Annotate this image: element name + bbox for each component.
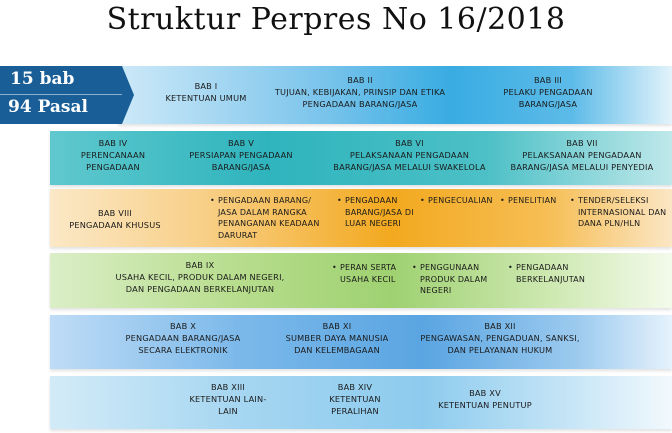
bab-7-title: PELAKSANAAN PENGADAAN BARANG/JASA MELALUI PENYEDIA xyxy=(510,150,654,172)
bab-9-item: • PENGADAAN BERKELANJUTAN xyxy=(516,262,585,285)
bab-10-title: PENGADAAN BARANG/JASA SECARA ELEKTRONIK xyxy=(125,333,241,355)
bab-2-head: BAB II xyxy=(347,75,373,85)
bab-4 xyxy=(58,137,168,173)
bab-9-item: • PERAN SERTA USAHA KECIL xyxy=(340,262,396,285)
bab-5-head: BAB V xyxy=(227,138,255,148)
bab-15 xyxy=(425,387,545,411)
bab-15-title: KETENTUAN PENUTUP xyxy=(438,400,532,410)
bab-11-head: BAB XI xyxy=(322,321,352,331)
bab-3-head: BAB III xyxy=(533,75,563,85)
badge-divider xyxy=(0,94,122,95)
bab-13 xyxy=(178,381,278,417)
bab-15-head: BAB XV xyxy=(469,388,501,398)
bab-9 xyxy=(110,259,290,295)
bab-8-item: • TENDER/SELEKSI INTERNASIONAL DAN DANA PLN/HLN xyxy=(578,195,666,230)
bab-7 xyxy=(500,137,664,173)
bab-5-title: PERSIAPAN PENGADAAN BARANG/JASA xyxy=(189,150,293,172)
bab-1-head: BAB I xyxy=(194,81,218,91)
bab-6-title: PELAKSANAAN PENGADAAN BARANG/JASA MELALUI SWAKELOLA xyxy=(333,150,486,172)
bab-8-item: • PENGECUALIAN xyxy=(428,195,493,207)
bab-12-title: PENGAWASAN, PENGADUAN, SANKSI, DAN PELAYANAN HUKUM xyxy=(420,333,580,355)
bab-8-item: • PENGADAAN BARANG/ JASA DALAM RANGKA PENANGANAN KEADAAN DARURAT xyxy=(218,195,320,241)
bab-2 xyxy=(255,74,465,110)
bab-4-title: PERENCANAAN PENGADAAN xyxy=(80,150,146,172)
badge-arrow xyxy=(122,66,134,124)
bab-1 xyxy=(146,80,266,104)
page-title: Struktur Perpres No 16/2018 xyxy=(106,2,566,37)
bab-12 xyxy=(412,320,588,356)
bab-13-head: BAB XIII xyxy=(211,382,245,392)
summary-badge xyxy=(0,66,122,124)
bab-5 xyxy=(176,137,306,173)
badge-pasal-count: 94 Pasal xyxy=(8,97,88,117)
bab-10 xyxy=(108,320,258,356)
bab-13-title: KETENTUAN LAIN- LAIN xyxy=(189,394,267,416)
bab-14-title: KETENTUAN PERALIHAN xyxy=(329,394,381,416)
bab-11 xyxy=(272,320,402,356)
bab-6 xyxy=(322,137,497,173)
bab-9-head: BAB IX xyxy=(185,260,215,270)
bab-11-title: SUMBER DAYA MANUSIA DAN KELEMBAGAAN xyxy=(285,333,389,355)
bab-2-title: TUJUAN, KEBIJAKAN, PRINSIP DAN ETIKA PENGADAAN BARANG/JASA xyxy=(274,87,446,109)
bab-8-item: • PENGADAAN BARANG/JASA DI LUAR NEGERI xyxy=(345,195,414,230)
bab-6-head: BAB VI xyxy=(395,138,424,148)
bab-8-title: PENGADAAN KHUSUS xyxy=(69,220,161,230)
bab-3 xyxy=(478,74,618,110)
bab-14-head: BAB XIV xyxy=(337,382,373,392)
bab-1-title: KETENTUAN UMUM xyxy=(165,93,247,103)
bab-12-head: BAB XII xyxy=(484,321,516,331)
bab-8-item: • PENELITIAN xyxy=(508,195,556,207)
bab-7-head: BAB VII xyxy=(566,138,598,148)
bab-9-item: • PENGGUNAAN PRODUK DALAM NEGERI xyxy=(420,262,487,297)
bab-9-title: USAHA KECIL, PRODUK DALAM NEGERI, DAN PENGADAAN BERKELANJUTAN xyxy=(115,272,285,294)
bab-14 xyxy=(305,381,405,417)
bab-8-head: BAB VIII xyxy=(98,208,132,218)
bab-4-head: BAB IV xyxy=(98,138,128,148)
bab-8 xyxy=(60,207,170,231)
bab-3-title: PELAKU PENGADAAN BARANG/JASA xyxy=(503,87,593,109)
bab-10-head: BAB X xyxy=(169,321,197,331)
badge-bab-count: 15 bab xyxy=(10,69,75,89)
